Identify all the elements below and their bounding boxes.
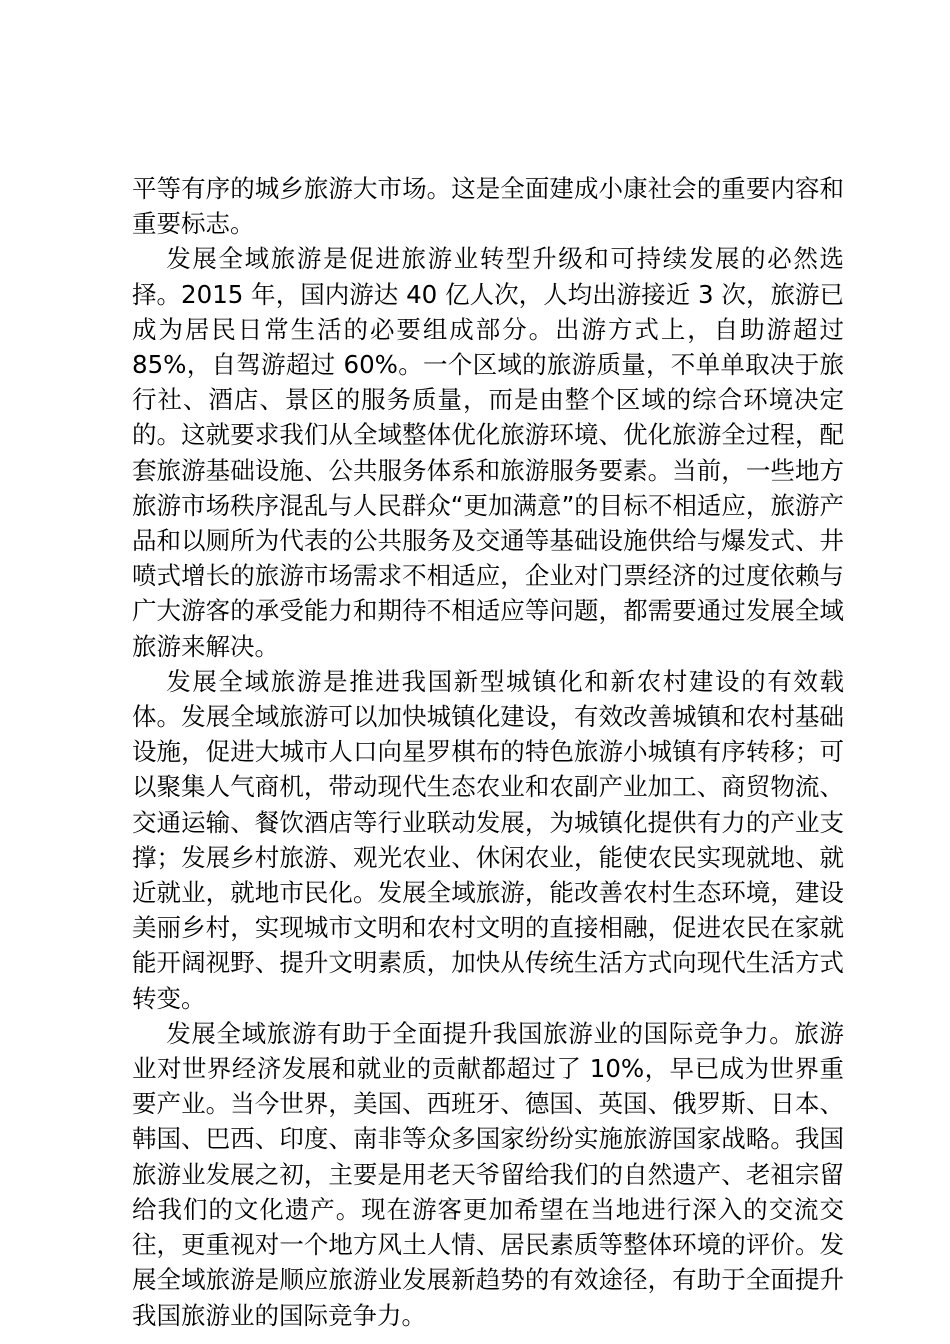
- paragraph-comprehensive-environment: 发展全域旅游是促进旅游业转型升级和可持续发展的必然选择。2015 年，国内游达 40 亿人次，人均出游接近 3 次，旅游已成为居民日常生活的必要组成部分。出游方式上，自助游超过 85%，自驾游超过 60%。一个区域的旅游质量，不单单取决于旅行社、酒店、景区的服务质量，而是由整个区域的综合环境决定的。这就要求我们从全域整体优化旅游环境、优化旅游全过程，配套旅游基础设施、公共服务体系和旅游服务要素。当前，一些地方旅游市场秩序混乱与人民群众“更加满意”的目标不相适应，旅游产品和以厕所为代表的公共服务及交通等基础设施供给与爆发式、井喷式增长的旅游市场需求不相适应，企业对门票经济的过度依赖与广大游客的承受能力和期待不相适应等问题，都需要通过发展全域旅游来解决。: [132, 244, 844, 661]
- document-page: [132, 171, 844, 1333]
- paragraph-continuation: 平等有序的城乡旅游大市场。这是全面建成小康社会的重要内容和重要标志。: [132, 174, 844, 239]
- paragraph-urbanization: 发展全域旅游是推进我国新型城镇化和新农村建设的有效载体。发展全域旅游可以加快城镇化建设，有效改善城镇和农村基础设施，促进大城市人口向星罗棋布的特色旅游小城镇有序转移；可以聚集人气商机，带动现代生态农业和农副产业加工、商贸物流、交通运输、餐饮酒店等行业联动发展，为城镇化提供有力的产业支撑；发展乡村旅游、观光农业、休闲农业，能使农民实现就地、就近就业，就地市民化。发展全域旅游，能改善农村生态环境，建设美丽乡村，实现城市文明和农村文明的直接相融，促进农民在家就能开阔视野、提升文明素质，加快从传统生活方式向现代生活方式转变。: [132, 666, 844, 1013]
- paragraph-international-competitiveness: 发展全域旅游有助于全面提升我国旅游业的国际竞争力。旅游业对世界经济发展和就业的贡献都超过了 10%，早已成为世界重要产业。当今世界，美国、西班牙、德国、英国、俄罗斯、日本、韩国、巴西、印度、南非等众多国家纷纷实施旅游国家战略。我国旅游业发展之初，主要是用老天爷留给我们的自然遗产、老祖宗留给我们的文化遗产。现在游客更加希望在当地进行深入的交流交往，更重视对一个地方风土人情、居民素质等整体环境的评价。发展全域旅游是顺应旅游业发展新趋势的有效途径，有助于全面提升我国旅游业的国际竞争力。: [132, 1018, 844, 1330]
